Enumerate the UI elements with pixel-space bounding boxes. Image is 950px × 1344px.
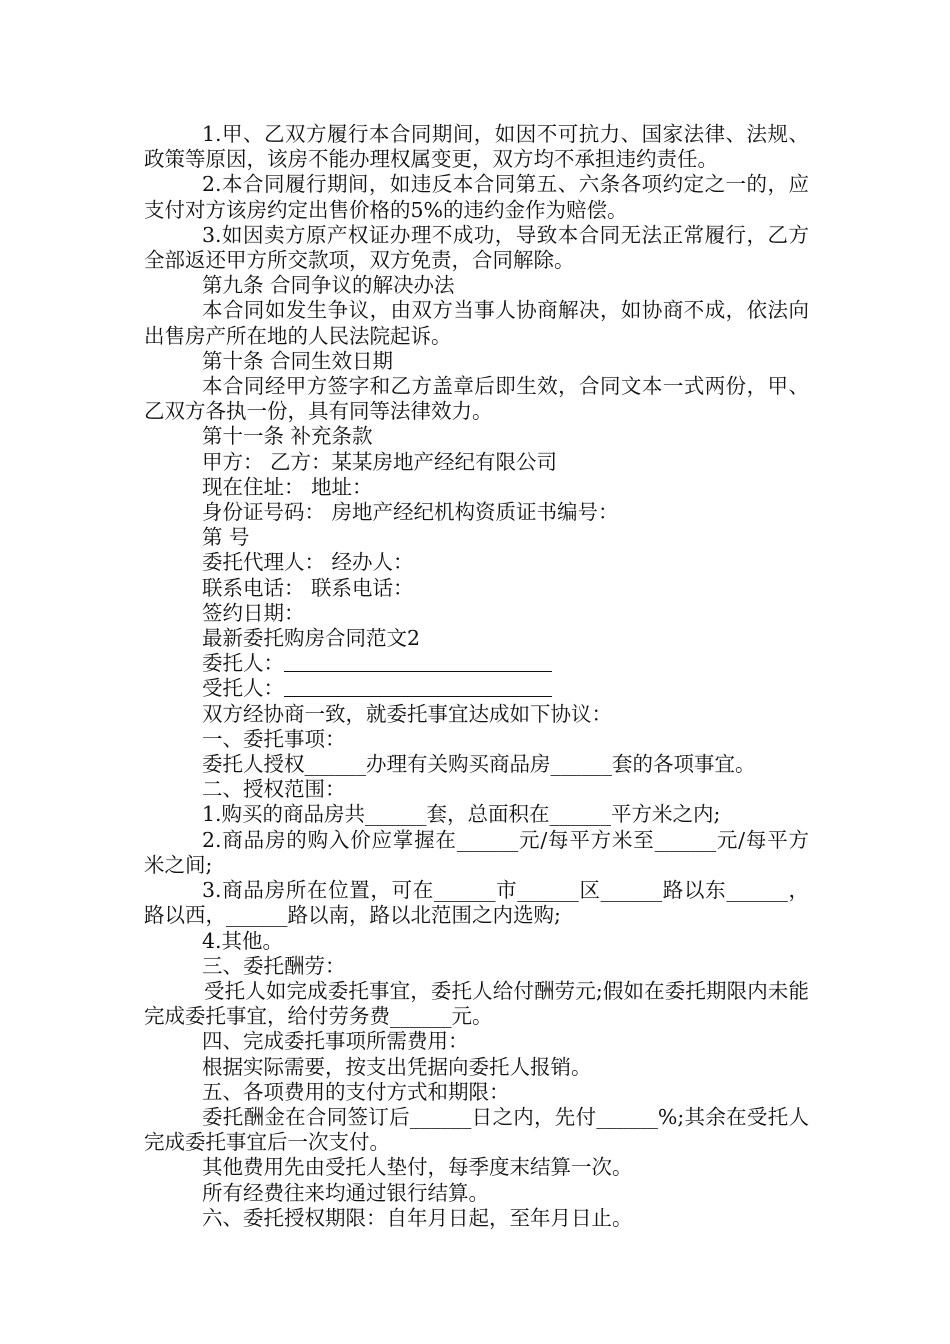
signature-line: 签约日期： [202,600,305,625]
clause-paragraph: 本合同经甲方签字和乙方盖章后即生效，合同文本一式两份，甲、乙双方各执一份，具有同等法律效力。 [144,374,809,424]
section-heading: 二、授权范围： [202,777,346,802]
clause-paragraph: 3.如因卖方原产权证办理不成功，导致本合同无法正常履行，乙方全部返还甲方所交款项，双方免责，合同解除。 [144,222,809,273]
agent-blank [284,678,552,697]
clause-paragraph: 所有经费往来均通过银行结算。 [202,1180,489,1205]
signature-line: 身份证号码： 房地产经纪机构资质证书编号： [202,500,619,525]
principal-label: 委托人： [202,651,284,676]
clause-paragraph: 4.其他。 [202,928,284,953]
signature-line: 联系电话： 联系电话： [202,575,414,600]
section-heading: 五、各项费用的支付方式和期限： [202,1079,510,1104]
section-heading: 第十条 合同生效日期 [202,348,394,373]
document-title: 最新委托购房合同范文2 [202,626,421,651]
section-heading: 三、委托酬劳： [202,953,346,978]
section-heading: 一、委托事项： [202,726,346,751]
clause-paragraph: 1.购买的商品房共______套，总面积在______平方米之内; [202,802,721,827]
signature-line: 现在住址： 地址： [202,474,373,499]
clause-paragraph: 委托酬金在合同签订后______日之内，先付______%;其余在受托人完成委托事宜后一次支付。 [144,1104,809,1155]
agent-label: 受托人： [202,676,284,701]
signature-line: 委托代理人： 经办人： [202,550,414,575]
clause-paragraph: 2.商品房的购入价应掌握在______元/每平方米至______元/每平方米之间; [144,827,809,877]
principal-blank [284,653,552,672]
section-heading: 六、委托授权期限：自年月日起，至年月日止。 [202,1205,633,1230]
signature-line: 甲方： 乙方：某某房地产经纪有限公司 [202,449,558,474]
clause-paragraph: 双方经协商一致，就委托事宜达成如下协议： [202,701,612,726]
clause-paragraph: 其他费用先由受托人垫付，每季度末结算一次。 [202,1155,633,1180]
clause-paragraph: 委托人授权______办理有关购买商品房______套的各项事宜。 [202,752,756,777]
clause-paragraph: 本合同如发生争议，由双方当事人协商解决，如协商不成，依法向出售房产所在地的人民法院起诉。 [144,298,809,348]
document-body [144,122,809,1231]
clause-paragraph: 1.甲、乙双方履行本合同期间，如因不可抗力、国家法律、法规、政策等原因，该房不能办理权属变更，双方均不承担违约责任。 [144,122,809,172]
signature-line: 第 号 [202,525,250,550]
section-heading: 第九条 合同争议的解决办法 [202,273,455,298]
section-heading: 四、完成委托事项所需费用： [202,1029,469,1054]
agent-line [144,676,809,701]
clause-paragraph: 受托人如完成委托事宜，委托人给付酬劳元;假如在委托期限内未能完成委托事宜，给付劳务费______元。 [144,978,809,1029]
section-heading: 第十一条 补充条款 [202,424,373,449]
clause-paragraph: 2.本合同履行期间，如违反本合同第五、六条各项约定之一的，应支付对方该房约定出售价格的5%的违约金作为赔偿。 [144,172,809,222]
principal-line [144,651,809,676]
clause-paragraph: 根据实际需要，按支出凭据向委托人报销。 [202,1054,592,1079]
clause-paragraph: 3.商品房所在位置，可在______市______区______路以东______，路以西，______路以南，路以北范围之内选购; [144,878,809,928]
